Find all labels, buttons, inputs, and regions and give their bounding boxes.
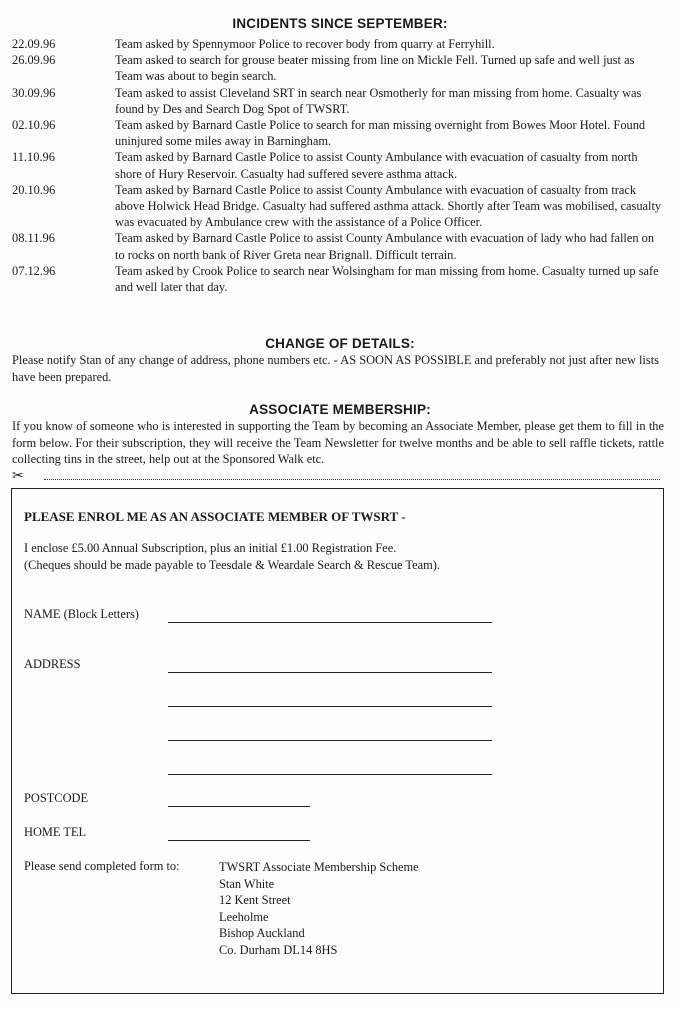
postal-address: [219, 859, 419, 958]
cheque-payable-line: (Cheques should be made payable to Teesdale & Weardale Search & Rescue Team).: [24, 557, 440, 572]
subscription-note: [24, 540, 644, 573]
home-tel-field[interactable]: [168, 840, 310, 841]
cut-line: [12, 470, 660, 486]
postcode-field[interactable]: [168, 806, 310, 807]
enrolment-form: [11, 488, 664, 994]
subscription-fee-line: I enclose £5.00 Annual Subscription, plus an initial £1.00 Registration Fee.: [24, 541, 397, 555]
change-of-details-heading: CHANGE OF DETAILS:: [265, 336, 415, 351]
postcode-label: POSTCODE: [24, 791, 89, 805]
incident-text: Team asked to search for grouse beater missing from line on Mickle Fell. Turned up safe and well just as Team was about to begin search.: [115, 53, 635, 84]
form-title: PLEASE ENROL ME AS AN ASSOCIATE MEMBER OF TWSRT -: [24, 509, 406, 524]
home-tel-label: HOME TEL: [24, 825, 87, 839]
address-field-line-3[interactable]: [168, 740, 492, 741]
incident-date: 30.09.96: [12, 85, 56, 100]
incident-text: Team asked by Crook Police to search near Wolsingham for man missing from home. Casualty turned up safe and well later that day.: [115, 263, 659, 295]
scissors-icon: ✂: [12, 468, 24, 484]
address-field-line-4[interactable]: [168, 774, 492, 775]
incident-date: 20.10.96: [12, 182, 56, 197]
change-of-details-text: Please notify Stan of any change of address, phone numbers etc. - AS SOON AS POSSIBLE and preferably not just after new lists have been prepared.: [12, 353, 659, 384]
incident-item: [12, 36, 662, 52]
associate-membership-text: If you know of someone who is interested in supporting the Team by becoming an Associate Member, please get them to fill in the form below. For their subscription, they will receive the Team Newsletter for twelve months and be able to sell raffle tickets, rattle collecting tins in the street, help out at the Sponsored Walk etc.: [12, 419, 664, 466]
dotted-cut-line: [44, 479, 660, 480]
incident-item: [12, 85, 662, 117]
address-line: Stan White: [219, 876, 275, 891]
incident-item: [12, 149, 662, 181]
name-label: NAME (Block Letters): [24, 607, 139, 621]
associate-membership-heading: ASSOCIATE MEMBERSHIP:: [249, 402, 431, 417]
incident-item: [12, 263, 662, 295]
incident-date: 22.09.96: [12, 37, 56, 51]
incident-text: Team asked by Barnard Castle Police to search for man missing overnight from Bowes Moor Hotel. Found uninjured some miles away in Barningham.: [115, 118, 646, 149]
incident-date: 08.11.96: [12, 231, 55, 246]
address-label: ADDRESS: [24, 657, 81, 671]
address-line: Co. Durham DL14 8HS: [219, 942, 338, 957]
incident-text: Team asked to assist Cleveland SRT in search near Osmotherly for man missing from home. Casualty was found by Des and Search Dog Spot of TWSRT.: [115, 85, 642, 116]
incident-item: [12, 182, 662, 231]
incident-item: [12, 230, 662, 262]
address-line: Leeholme: [219, 909, 269, 924]
incident-item: [12, 52, 662, 84]
address-line: Bishop Auckland: [219, 926, 305, 940]
incident-text: Team asked by Spennymoor Police to recover body from quarry at Ferryhill.: [115, 37, 495, 51]
incident-text: Team asked by Barnard Castle Police to assist County Ambulance with evacuation of casualty from north shore of Hury Reservoir. Casualty had suffered severe asthma attack.: [115, 150, 638, 181]
incidents-heading: INCIDENTS SINCE SEPTEMBER:: [232, 16, 448, 31]
incident-text: Team asked by Barnard Castle Police to assist County Ambulance with evacuation of lady who had fallen on to rocks on north bank of River Greta near Brignall. Difficult terrain.: [115, 231, 655, 262]
address-field-line-1[interactable]: [168, 672, 492, 673]
incident-text: Team asked by Barnard Castle Police to assist County Ambulance with evacuation of casualty from track above Holwick Head Bridge. Casualty had suffered asthma attack. Shortly after Team was mobilised, casualty was evacuated by Ambulance crew with the assistance of a Police Officer.: [115, 182, 662, 230]
address-line: 12 Kent Street: [219, 893, 291, 907]
incident-item: [12, 117, 662, 149]
incident-date: 26.09.96: [12, 53, 56, 68]
address-line: TWSRT Associate Membership Scheme: [219, 860, 419, 874]
incident-date: 07.12.96: [12, 263, 56, 278]
send-to-label: Please send completed form to:: [24, 859, 180, 873]
incident-date: 02.10.96: [12, 118, 56, 133]
incident-date: 11.10.96: [12, 150, 55, 165]
name-field[interactable]: [168, 622, 492, 623]
address-field-line-2[interactable]: [168, 706, 492, 707]
incident-list: [12, 36, 662, 295]
